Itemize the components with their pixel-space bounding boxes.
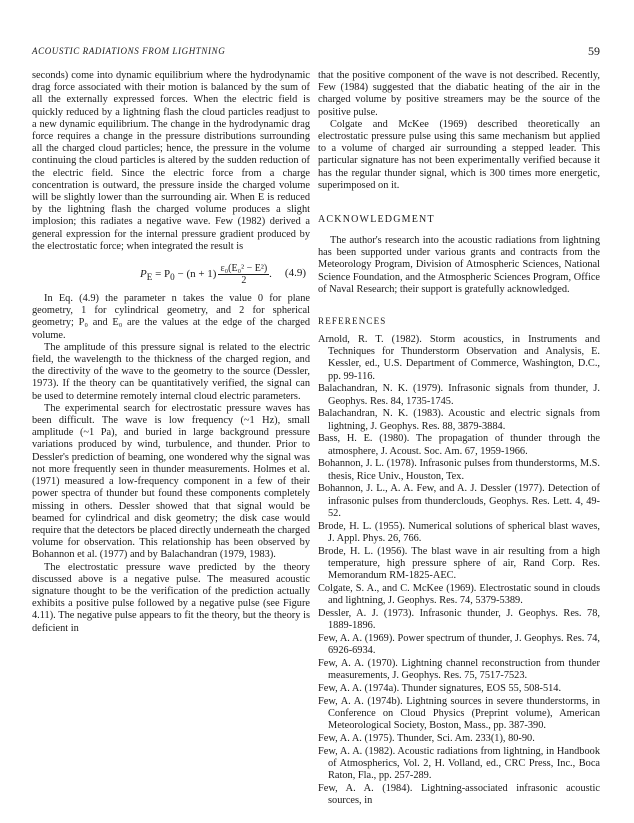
body-paragraph: The experimental search for electrostatic pressure waves has been difficult. The wave is low frequency (~1 Hz), small amplitude (~1 Pa), and buried in large background pressure variations produced by wind, turbulence, and thunder. Prior to Dessler's prediction of beaming, one wondered why the signal was not more frequently seen in thunder measurements. Holmes et al. (1971) measured a low-frequency component in a few of their power spectra of thunder but found these components completely missing in others. Dessler showed that that signal would be beamed for cylindrical and disk geometry; the disk case would require that the detectors be placed directly underneath the charged volume for observation. This relationship has been observed by Bohannon et al. (1977) and by Balachandran (1979, 1983). <box>32 402 310 561</box>
reference-item: Balachandran, N. K. (1979). Infrasonic signals from thunder, J. Geophys. Res. 84, 1735-1745. <box>318 383 600 407</box>
reference-item: Colgate, S. A., and C. McKee (1969). Electrostatic sound in clouds and lightning, J. Geophys. Res. 74, 5379-5389. <box>318 582 600 607</box>
equation-fraction: $\frac{\text{ε₀(E₀² − E²)}}{2}$ <box>220 263 268 287</box>
body-paragraph: The electrostatic pressure wave predicted by the theory discussed above is a negative pulse. The measured acoustic signature thought to be the verification of the prediction actually exhibits a positive pulse followed by a negative pulse (see Figure 4.11). The negative pulse appears to fit the theory, but the theory is deficient in <box>32 561 310 634</box>
reference-item: Bohannon, J. L., A. A. Few, and A. J. Dessler (1977). Detection of infrasonic pulses from thunderclouds, Geophys. Res. Lett. 4, 49-52. <box>318 483 600 519</box>
reference-item: Few, A. A. (1982). Acoustic radiations from lightning, in Handbook of Atmospherics, Vol. 2, H. Volland, ed., CRC Press, Inc., Boca Raton, Fla., pp. 257-289. <box>318 745 600 782</box>
reference-item: Few, A. A. (1970). Lightning channel reconstruction from thunder measurements, J. Geophys. Res. 75, 7517-7523. <box>318 657 600 682</box>
body-paragraph: that the positive component of the wave is not described. Recently, Few (1984) suggested that the diabatic heating of the air in the charged volume by positive streamers may be the source of the positive pulse. <box>318 70 600 118</box>
reference-item: Few, A. A. (1974b). Lightning sources in severe thunderstorms, in Conference on Cloud Physics (Preprint volume), American Meteorological Society, Boston, Mass., pp. 387-390. <box>318 695 600 732</box>
reference-item: Few, A. A. (1975). Thunder, Sci. Am. 233(1), 80-90. <box>318 732 535 744</box>
reference-item: Few, A. A. (1984). Lightning-associated infrasonic acoustic sources, in <box>318 782 600 807</box>
body-paragraph: In Eq. (4.9) the parameter n takes the value 0 for plane geometry, 1 for cylindrical geometry, and 2 for spherical geometry; P₀ and E₀ are the values at the edge of the charged volume. <box>32 293 310 341</box>
right-column <box>318 70 600 807</box>
running-title: ACOUSTIC RADIATIONS FROM LIGHTNING <box>32 46 226 56</box>
body-paragraph: The amplitude of this pressure signal is related to the electric field, the wavelength to the thickness of the charged region, and the directivity of the wave to the geometry to the source (Dessler, 1973). If the theory can be quantitatively verified, the signal can be used to determine remotely internal cloud electric parameters. <box>32 341 310 402</box>
reference-item: Dessler, A. J. (1973). Infrasonic thunder, J. Geophys. Res. 78, 1889-1896. <box>318 607 600 632</box>
reference-item: Brode, H. L. (1956). The blast wave in air resulting from a high temperature, high pressure sphere of air, Rand Corp. Res. Memorandum RM-1825-AEC. <box>318 545 600 582</box>
reference-item: Arnold, R. T. (1982). Storm acoustics, in Instruments and Techniques for Thunderstorm Observation and Analysis, E. Kessler, ed., U.S. Department of Commerce, Washington, D.C., pp. 99-116. <box>318 334 600 382</box>
reference-list <box>318 334 600 807</box>
equation-4-9 <box>32 257 310 287</box>
acknowledgment-text: The author's research into the acoustic radiations from lightning has been supported under various grants and contracts from the Meteorology Program, Division of Atmospheric Sciences, National Science Foundation, and the Atmospheric Sciences Program, Office of Naval Research; their support is gratefully acknowledged. <box>318 235 600 295</box>
reference-item: Bass, H. E. (1980). The propagation of thunder through the atmosphere, J. Acoust. Soc. Am. 67, 1959-1966. <box>318 433 600 457</box>
references-heading: REFERENCES <box>318 316 387 327</box>
acknowledgment-heading: ACKNOWLEDGMENT <box>318 214 435 226</box>
reference-item: Brode, H. L. (1955). Numerical solutions of spherical blast waves, J. Appl. Phys. 26, 766. <box>318 520 600 544</box>
equation-body: $P_E = P_0 - (n + 1)$ $\frac{\text{ε₀(E₀² − E²)}}{2}$ . <box>140 263 272 287</box>
body-paragraph: Colgate and McKee (1969) described theoretically an electrostatic pressure pulse using this same mechanism but applied to a volume of charged air surrounding a stepped leader. This particular signature has not been experimentally verified because it has the regular thunder signal, which is 300 times more energetic, superimposed on it. <box>318 118 600 191</box>
body-paragraph: seconds) come into dynamic equilibrium where the hydrodynamic drag force associated with their motion is balanced by the sum of all the externally expressed forces. When the electric field is quickly reduced by a lightning flash the cloud particles readjust to a new dynamic equilibrium. The change in the hydrodynamic drag force requires a change in the pressure distributions surrounding all the charged cloud particles; hence, the pressure in the volume continuing the cloud particles is altered by the sudden reduction of the electric field. Since the electric force from a charge concentration is outward, the pressure inside the charged volume will be slightly lower than the surrounding air. When E is reduced by the lightning flash the charged volume produces a slight implosion; this radiates a negative wave. Few (1982) derived a general expression for the internal pressure gradient produced by the electrostatic force; when integrated the result is <box>32 70 310 252</box>
left-column <box>32 70 310 635</box>
equation-number: (4.9) <box>284 267 306 280</box>
reference-item: Balachandran, N. K. (1983). Acoustic and electric signals from lightning, J. Geophys. Res. 88, 3879-3884. <box>318 408 600 432</box>
reference-item: Few, A. A. (1974a). Thunder signatures, EOS 55, 508-514. <box>318 682 562 694</box>
reference-item: Bohannon, J. L. (1978). Infrasonic pulses from thunderstorms, M.S. thesis, Rice Univ., Houston, Tex. <box>318 458 600 482</box>
page-number: 59 <box>588 44 600 58</box>
reference-item: Few, A. A. (1969). Power spectrum of thunder, J. Geophys. Res. 74, 6926-6934. <box>318 632 600 657</box>
